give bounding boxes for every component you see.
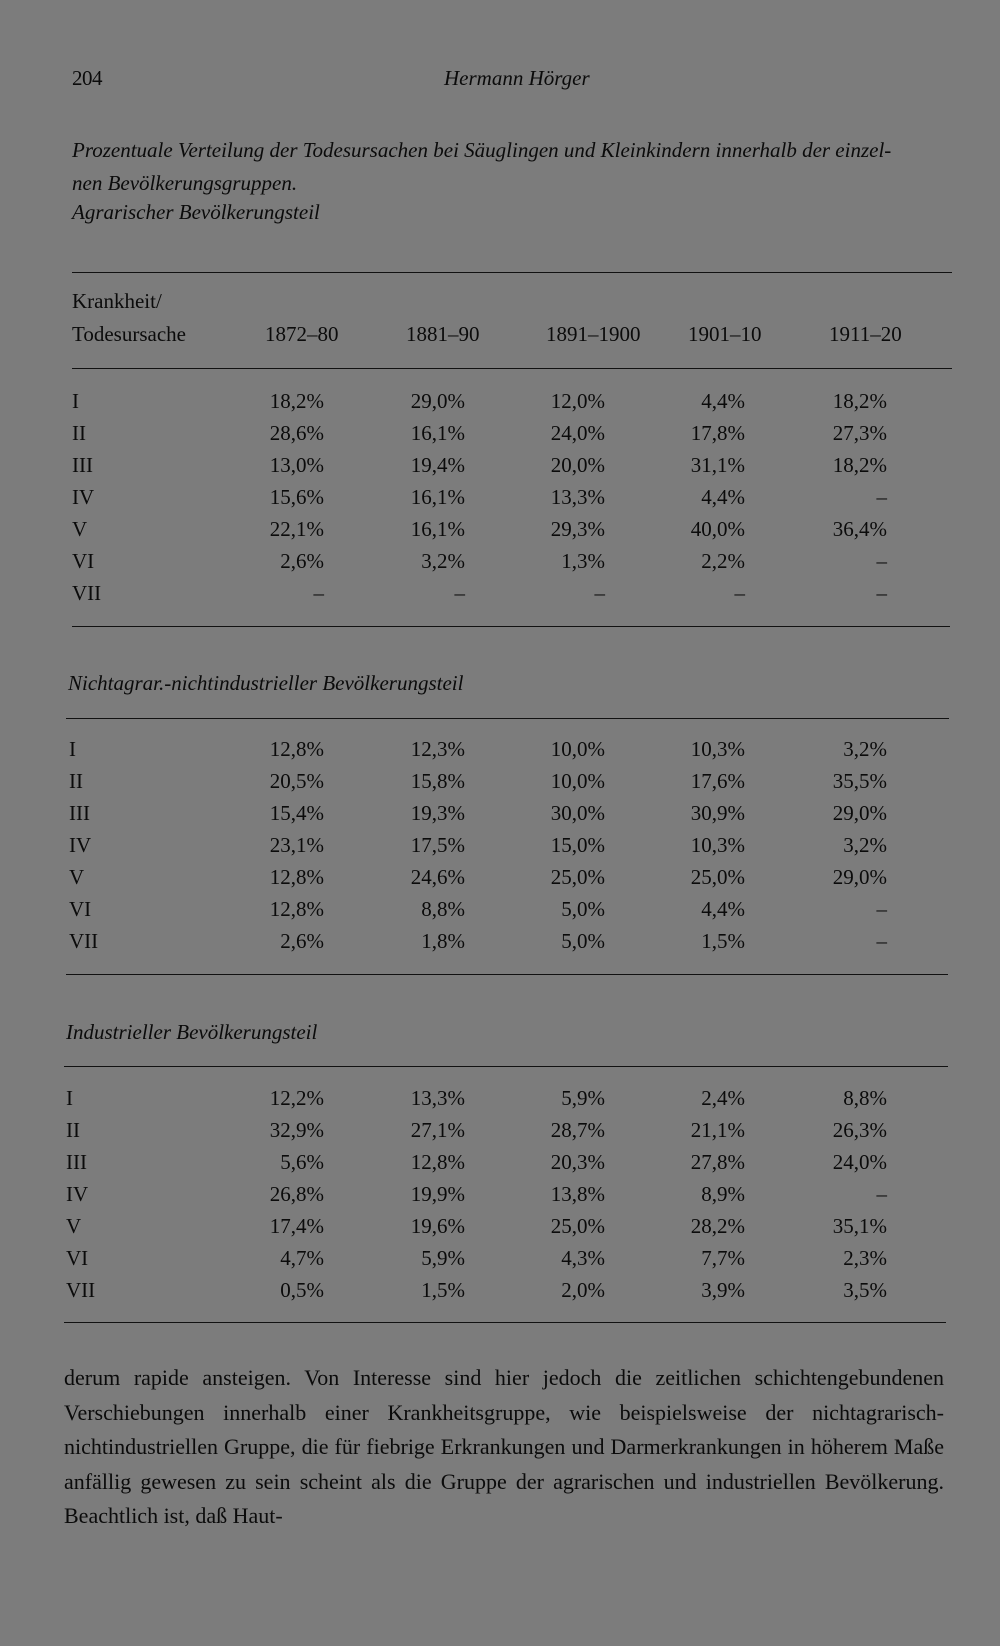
- table-cell: 4,4%: [701, 389, 745, 413]
- table-cell: 20,0%: [550, 453, 605, 477]
- table-cell: 8,8%: [843, 1086, 887, 1110]
- table-cell: 36,4%: [832, 517, 887, 541]
- row-label: VII: [66, 1278, 96, 1302]
- table-cell: 28,6%: [269, 421, 324, 445]
- table-cell: 19,6%: [410, 1214, 465, 1238]
- row-label: II: [69, 769, 83, 793]
- table-cell: –: [734, 581, 745, 605]
- table-row: [0, 517, 1000, 549]
- table-cell: 2,3%: [843, 1246, 887, 1270]
- table-row: [0, 897, 1000, 929]
- table-cell: 15,4%: [269, 801, 324, 825]
- table-cell: 29,3%: [550, 517, 605, 541]
- row-label: II: [72, 421, 86, 445]
- table-cell: 3,2%: [843, 737, 887, 761]
- table-cell: 18,2%: [832, 453, 887, 477]
- table-cell: 3,2%: [843, 833, 887, 857]
- row-label: III: [66, 1150, 87, 1174]
- row-label: VI: [72, 549, 95, 573]
- table-cell: 19,3%: [410, 801, 465, 825]
- table-caption: [72, 134, 957, 200]
- table-row: [0, 549, 1000, 581]
- table-cell: 12,0%: [550, 389, 605, 413]
- row-label: I: [69, 737, 76, 761]
- table-cell: 17,4%: [269, 1214, 324, 1238]
- table-row: [0, 929, 1000, 961]
- table-cell: 21,1%: [690, 1118, 745, 1142]
- table-cell: 25,0%: [690, 865, 745, 889]
- table-cell: 3,2%: [421, 549, 465, 573]
- table-cell: 35,5%: [832, 769, 887, 793]
- table-cell: 22,1%: [269, 517, 324, 541]
- table-row: [0, 453, 1000, 485]
- table-cell: 15,6%: [269, 485, 324, 509]
- table-cell: –: [313, 581, 324, 605]
- table-cell: 1,5%: [701, 929, 745, 953]
- column-header-1891-1900: 1891–1900: [546, 322, 641, 346]
- table-cell: 16,1%: [410, 421, 465, 445]
- table-row: [0, 421, 1000, 453]
- table-cell: 10,3%: [690, 737, 745, 761]
- table-cell: 13,8%: [550, 1182, 605, 1206]
- table-cell: 2,0%: [561, 1278, 605, 1302]
- section-industrial-top-rule: [64, 1066, 948, 1067]
- table-cell: 10,0%: [550, 737, 605, 761]
- table-cell: 25,0%: [550, 865, 605, 889]
- table-cell: 19,9%: [410, 1182, 465, 1206]
- caption-line-1: Prozentuale Verteilung der Todesursachen bei Säuglingen und Kleinkindern innerhalb der einzel-: [72, 138, 892, 162]
- table-cell: 28,7%: [550, 1118, 605, 1142]
- table-cell: –: [876, 929, 887, 953]
- table-cell: 4,3%: [561, 1246, 605, 1270]
- table-row: [0, 485, 1000, 517]
- table-cell: 13,3%: [550, 485, 605, 509]
- table-row: [0, 1086, 1000, 1118]
- row-label: I: [66, 1086, 73, 1110]
- table-cell: –: [876, 581, 887, 605]
- row-label: III: [72, 453, 93, 477]
- table-row: [0, 581, 1000, 613]
- column-header-disease-1: Krankheit/: [72, 289, 162, 313]
- table-cell: 27,1%: [410, 1118, 465, 1142]
- table-cell: 35,1%: [832, 1214, 887, 1238]
- table-cell: 7,7%: [701, 1246, 745, 1270]
- table-cell: 5,9%: [561, 1086, 605, 1110]
- section-nonagrarian-top-rule: [66, 718, 949, 719]
- header-bottom-rule: [72, 368, 952, 369]
- column-header-1911-20: 1911–20: [829, 322, 902, 346]
- table-cell: 17,5%: [410, 833, 465, 857]
- table-cell: 10,3%: [690, 833, 745, 857]
- table-cell: 19,4%: [410, 453, 465, 477]
- table-cell: 40,0%: [690, 517, 745, 541]
- table-cell: 31,1%: [690, 453, 745, 477]
- table-cell: –: [876, 485, 887, 509]
- row-label: II: [66, 1118, 80, 1142]
- table-row: [0, 1182, 1000, 1214]
- body-paragraph: derum rapide ansteigen. Von Interesse sind hier jedoch die zeitlichen schichtengebundenen Verschiebungen innerhalb einer Krankheitsgruppe, wie beispielsweise der nichtagrarisch-nichtindustriellen Gruppe, die für fiebrige Erkrankungen und Darmerkrankungen in höherem Maße anfällig gewesen zu sein scheint als die Gruppe der agrarischen und industriellen Bevölkerung. Beachtlich ist, daß Haut-: [64, 1365, 944, 1528]
- table-row: [0, 389, 1000, 421]
- table-cell: –: [876, 1182, 887, 1206]
- row-label: VI: [66, 1246, 89, 1270]
- row-label: IV: [66, 1182, 89, 1206]
- table-cell: 17,6%: [690, 769, 745, 793]
- column-header-1881-90: 1881–90: [406, 322, 480, 346]
- table-cell: 29,0%: [410, 389, 465, 413]
- table-cell: 26,3%: [832, 1118, 887, 1142]
- table-row: [0, 833, 1000, 865]
- table-cell: 4,4%: [701, 485, 745, 509]
- running-head-author: Hermann Hörger: [444, 66, 590, 90]
- row-label: V: [72, 517, 88, 541]
- table-cell: 18,2%: [832, 389, 887, 413]
- table-cell: 16,1%: [410, 485, 465, 509]
- table-cell: 2,4%: [701, 1086, 745, 1110]
- table-cell: –: [876, 549, 887, 573]
- section-agrarian-bottom-rule: [72, 626, 950, 627]
- table-cell: 8,9%: [701, 1182, 745, 1206]
- table-cell: 10,0%: [550, 769, 605, 793]
- table-cell: 13,0%: [269, 453, 324, 477]
- table-cell: 5,9%: [421, 1246, 465, 1270]
- table-cell: 2,6%: [280, 549, 324, 573]
- table-cell: –: [454, 581, 465, 605]
- row-label: VI: [69, 897, 92, 921]
- table-cell: 5,0%: [561, 929, 605, 953]
- table-cell: 28,2%: [690, 1214, 745, 1238]
- table-cell: 20,3%: [550, 1150, 605, 1174]
- table-cell: 25,0%: [550, 1214, 605, 1238]
- table-cell: 5,0%: [561, 897, 605, 921]
- table-cell: 15,0%: [550, 833, 605, 857]
- table-cell: 32,9%: [269, 1118, 324, 1142]
- row-label: I: [72, 389, 79, 413]
- table-cell: 1,8%: [421, 929, 465, 953]
- row-label: III: [69, 801, 90, 825]
- table-cell: 8,8%: [421, 897, 465, 921]
- section-industrial-bottom-rule: [64, 1322, 946, 1323]
- table-cell: 0,5%: [280, 1278, 324, 1302]
- section-title-industrial: Industrieller Bevölkerungsteil: [66, 1020, 318, 1044]
- table-cell: 12,8%: [410, 1150, 465, 1174]
- table-cell: 24,0%: [832, 1150, 887, 1174]
- table-cell: 17,8%: [690, 421, 745, 445]
- table-row: [0, 769, 1000, 801]
- row-label: IV: [72, 485, 95, 509]
- table-cell: 12,8%: [269, 737, 324, 761]
- row-label: V: [66, 1214, 82, 1238]
- row-label: IV: [69, 833, 92, 857]
- section-title-nonagrarian: Nichtagrar.-nichtindustrieller Bevölkerungsteil: [68, 671, 464, 695]
- table-row: [0, 801, 1000, 833]
- table-cell: 26,8%: [269, 1182, 324, 1206]
- table-cell: 2,6%: [280, 929, 324, 953]
- table-cell: 27,8%: [690, 1150, 745, 1174]
- row-label: VII: [69, 929, 99, 953]
- table-row: [0, 1214, 1000, 1246]
- table-cell: 16,1%: [410, 517, 465, 541]
- table-cell: 12,8%: [269, 897, 324, 921]
- column-header-disease-2: Todesursache: [72, 322, 186, 346]
- table-cell: 3,9%: [701, 1278, 745, 1302]
- table-cell: 5,6%: [280, 1150, 324, 1174]
- table-row: [0, 737, 1000, 769]
- table-cell: 20,5%: [269, 769, 324, 793]
- table-cell: 12,3%: [410, 737, 465, 761]
- table-row: [0, 1278, 1000, 1310]
- section-nonagrarian-bottom-rule: [66, 974, 948, 975]
- table-row: [0, 1150, 1000, 1182]
- table-cell: –: [876, 897, 887, 921]
- table-cell: 23,1%: [269, 833, 324, 857]
- table-cell: 13,3%: [410, 1086, 465, 1110]
- table-cell: 24,0%: [550, 421, 605, 445]
- table-cell: –: [594, 581, 605, 605]
- column-header-1872-80: 1872–80: [265, 322, 339, 346]
- section-title-agrarian: Agrarischer Bevölkerungsteil: [72, 200, 320, 224]
- caption-line-2: nen Bevölkerungsgruppen.: [72, 171, 298, 195]
- table-cell: 1,3%: [561, 549, 605, 573]
- table-cell: 27,3%: [832, 421, 887, 445]
- table-cell: 4,4%: [701, 897, 745, 921]
- table-cell: 4,7%: [280, 1246, 324, 1270]
- row-label: VII: [72, 581, 102, 605]
- table-row: [0, 1118, 1000, 1150]
- table-cell: 15,8%: [410, 769, 465, 793]
- table-cell: 3,5%: [843, 1278, 887, 1302]
- table-cell: 12,2%: [269, 1086, 324, 1110]
- row-label: V: [69, 865, 85, 889]
- table-cell: 29,0%: [832, 801, 887, 825]
- table-cell: 2,2%: [701, 549, 745, 573]
- table-cell: 12,8%: [269, 865, 324, 889]
- page-number: 204: [72, 66, 102, 90]
- column-header-1901-10: 1901–10: [688, 322, 762, 346]
- table-cell: 18,2%: [269, 389, 324, 413]
- table-row: [0, 865, 1000, 897]
- table-cell: 30,0%: [550, 801, 605, 825]
- table-cell: 24,6%: [410, 865, 465, 889]
- table-cell: 30,9%: [690, 801, 745, 825]
- table-cell: 1,5%: [421, 1278, 465, 1302]
- table-top-rule: [72, 272, 952, 273]
- table-cell: 29,0%: [832, 865, 887, 889]
- table-row: [0, 1246, 1000, 1278]
